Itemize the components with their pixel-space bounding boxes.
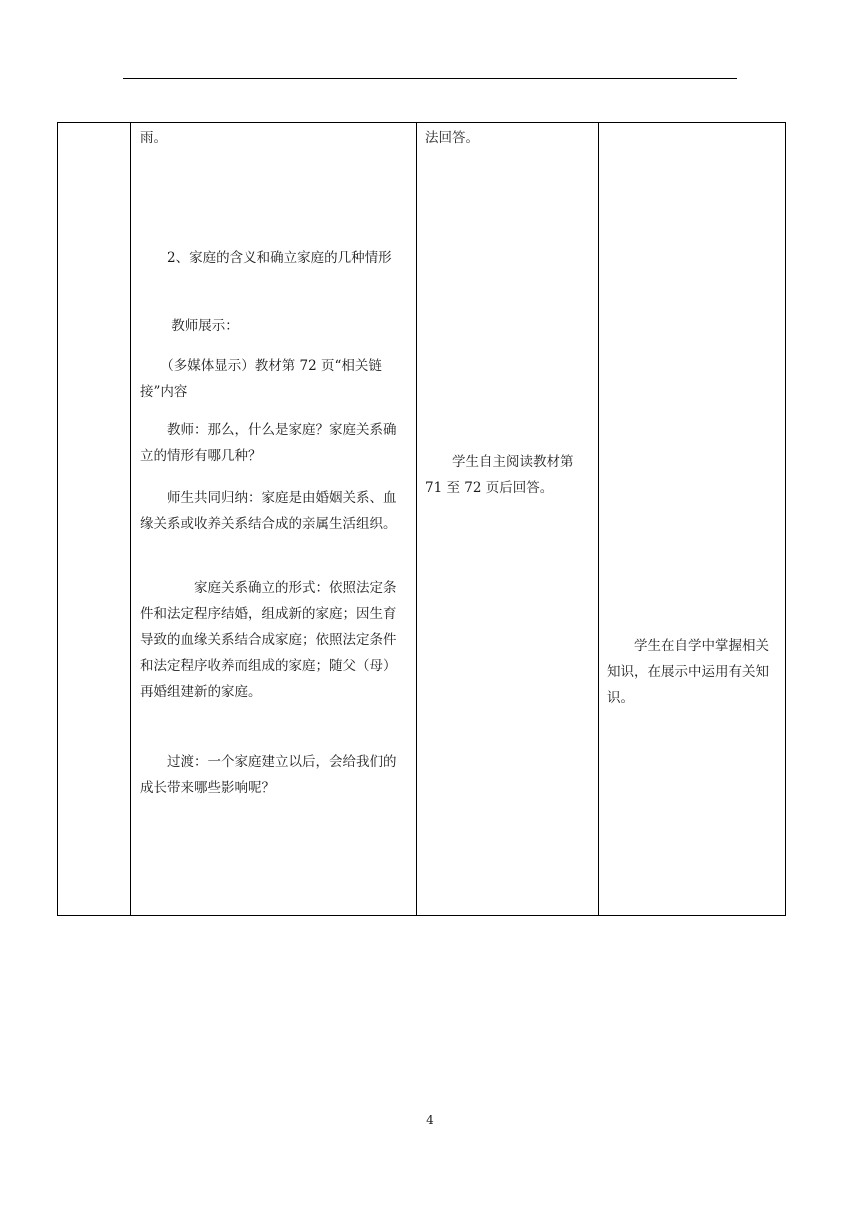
paragraph: 教师：那么，什么是家庭？家庭关系确立的情形有哪几种？ (140, 422, 397, 464)
paragraph: 学生在自学中掌握相关知识，在展示中运用有关知识。 (607, 638, 769, 706)
paragraph: 学生自主阅读教材第 71 至 72 页后回答。 (425, 454, 574, 496)
paragraph: 家庭关系确立的形式：依照法定条件和法定程序结婚，组成新的家庭；因生育导致的血缘关系结合成家庭；依照法定条件和法定程序收养而组成的家庭；随父（母）再婚组建新的家庭。 (140, 580, 397, 700)
page-number: 4 (426, 1113, 434, 1127)
paragraph: 过渡：一个家庭建立以后，会给我们的成长带来哪些影响呢？ (140, 754, 397, 796)
paragraph: （多媒体显示）教材第 72 页“相关链接”内容 (140, 358, 382, 400)
paragraph: 法回答。 (425, 130, 479, 146)
header-rule (123, 78, 737, 79)
table-cell-student-activity (416, 123, 598, 915)
paragraph: 师生共同归纳：家庭是由婚姻关系、血缘关系或收养关系结合成的亲属生活组织。 (140, 490, 397, 532)
paragraph: 教师展示： (140, 318, 239, 334)
table-cell-teacher-activity (130, 123, 416, 915)
section-heading: 2、家庭的含义和确立家庭的几种情形 (140, 250, 392, 266)
lesson-table (57, 122, 786, 916)
table-cell-design-intent (598, 123, 785, 915)
table-cell-empty (58, 123, 130, 915)
paragraph: 雨。 (140, 130, 167, 146)
